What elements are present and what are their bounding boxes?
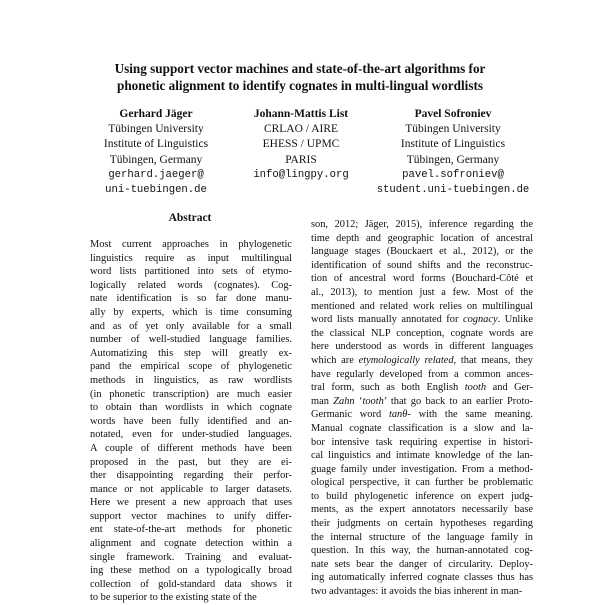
author-affiliation: Tübingen University	[108, 123, 204, 136]
text-line: time depth and geographic location of ancestral	[311, 232, 533, 244]
author-affiliation: Tübingen, Germany	[406, 153, 500, 166]
author-affiliation: EHESS / UPMC	[262, 138, 340, 151]
intro-text-column	[311, 218, 533, 599]
text-line: logically related words (cognates). Cog-	[90, 279, 292, 291]
text-line: support vector machines to unify differ-	[90, 510, 292, 522]
text-line: to build phylogenetic inference on expert judg-	[311, 490, 533, 502]
text-line: Germanic word tanθ- with the same meaning.	[311, 409, 533, 421]
author-name: Pavel Sofroniev	[414, 108, 492, 120]
title-line: phonetic alignment to identify cognates in multi-lingual wordlists	[117, 78, 483, 93]
author-name: Johann-Mattis List	[253, 108, 349, 120]
text-line: (in phonetic transcription) are much easier	[90, 388, 292, 400]
author-email[interactable]: pavel.sofroniev@	[402, 168, 504, 181]
author-affiliation: Institute of Linguistics	[103, 138, 209, 151]
author-email[interactable]: uni-tuebingen.de	[105, 184, 207, 197]
text-line: mance or not applicable to larger datasets.	[90, 483, 292, 495]
text-line: ally by experts, which is time consuming	[90, 306, 292, 318]
text-line: two advantages: it avoids the bias inherent in man-	[311, 586, 523, 598]
text-line: ing these method on a typologically broad	[90, 565, 292, 577]
author-name: Gerhard Jäger	[119, 108, 193, 120]
author-affiliation: CRLAO / AIRE	[263, 123, 339, 136]
title-line: Using support vector machines and state-of-the-art algorithms for	[114, 61, 486, 76]
abstract-heading: Abstract	[168, 212, 212, 224]
author-affiliation: Institute of Linguistics	[400, 138, 506, 151]
text-line: man Zahn ‘tooth’ that go back to an earlier Proto-	[311, 395, 533, 407]
text-line: pand the empirical scope of phylogenetic	[90, 361, 292, 373]
text-line: their judgments on certain hypotheses regarding	[311, 518, 533, 530]
abstract-text	[90, 238, 292, 605]
text-line: methods in linguistics, as raw wordlists	[90, 374, 292, 386]
text-line: to obtain than wordlists in which cognate	[90, 402, 292, 414]
text-line: ing automatically inferred cognate classes thus has	[311, 572, 533, 584]
text-line: question. In this way, the human-annotated cog-	[311, 545, 533, 557]
text-line: son, 2012; Jäger, 2015), inference regarding the	[311, 219, 533, 230]
text-line: linguistics require as input multilingual	[90, 252, 292, 264]
text-line: collection of gold-standard data shows it	[90, 578, 292, 590]
text-line: which are etymologically related, that means, they	[311, 354, 533, 366]
text-line: mentioned and related work relies on multilingual	[311, 300, 533, 312]
text-line: number of well-studied language families.	[90, 334, 292, 346]
text-line: and as of yet only available for a small	[90, 320, 292, 332]
author-affiliation: Tübingen University	[405, 123, 501, 136]
text-line: Manual cognate classification is a slow and la-	[311, 422, 533, 434]
text-line: al., 2013), to mention just a few. Most of the	[311, 286, 533, 298]
text-line: proposed in the past, but they are ei-	[90, 456, 292, 468]
text-line: nate identification is so far done manu-	[90, 293, 292, 305]
author-affiliation: Tübingen, Germany	[109, 153, 203, 166]
text-line: ther disappointing regarding their perfor-	[90, 470, 292, 482]
text-line: A couple of different methods have been	[90, 442, 292, 454]
author-email[interactable]: student.uni-tuebingen.de	[376, 184, 530, 197]
text-line: the internal structure of the language family in	[311, 531, 533, 543]
text-line: word lists partitioned into sets of etymo-	[90, 266, 292, 278]
text-line: language stages (Bouckaert et al., 2012), or the	[311, 246, 533, 258]
text-line: single framework. Training and evaluat-	[90, 551, 292, 563]
text-line: ments, as the expert annotators necessarily base	[311, 504, 533, 516]
text-line: Most current approaches in phylogenetic	[90, 239, 292, 250]
text-line: notated, even for under-studied languages.	[90, 429, 292, 441]
text-line: identification of sound shifts and the reconstruc-	[311, 259, 533, 271]
text-line: tion of ancestral word forms (Bouchard-Côté et	[311, 273, 533, 285]
text-line: cal linguistics and intimate knowledge of the lan-	[311, 450, 533, 462]
text-line: tral form, such as both English tooth and Ger-	[311, 382, 533, 394]
author-block	[353, 107, 553, 198]
text-line: Automatizing this step will greatly ex-	[90, 347, 292, 359]
author-email[interactable]: gerhard.jaeger@	[108, 168, 204, 181]
text-line: alignment and cognate detection within a	[90, 538, 292, 550]
text-line: word lists manually annotated for cognacy. Unlike	[311, 314, 533, 326]
text-line: bor intensive task requiring expertise in histori-	[311, 436, 533, 448]
text-line: ological perspective, it can further be problematic	[311, 477, 533, 489]
paper-title	[40, 60, 560, 94]
text-line: to be superior to the existing state of the	[90, 592, 257, 604]
text-line: Here we present a new approach that uses	[90, 497, 292, 509]
text-line: nate sets bear the danger of circularity. Deploy-	[311, 558, 533, 570]
text-line: guage family under investigation. From a method-	[311, 463, 533, 475]
text-line: the classical NLP conception, cognate words are	[311, 327, 533, 339]
text-line: words have been fully identified and an-	[90, 415, 292, 427]
text-line: ent state-of-the-art methods for phonetic	[90, 524, 292, 536]
author-affiliation: PARIS	[285, 153, 317, 166]
text-line: have regularly developed from a common ances-	[311, 368, 533, 380]
author-email[interactable]: info@lingpy.org	[253, 168, 349, 181]
text-line: here understood as words in different languages	[311, 341, 533, 353]
